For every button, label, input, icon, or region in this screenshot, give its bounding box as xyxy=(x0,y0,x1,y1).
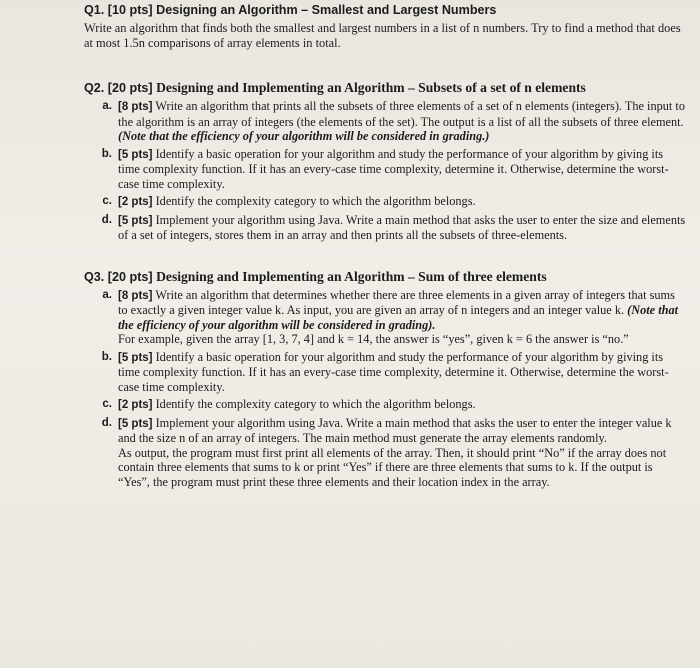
part-letter: d. xyxy=(101,416,112,429)
part-points: [5 pts] xyxy=(118,351,153,364)
part-points: [8 pts] xyxy=(118,101,153,114)
part-points: [5 pts] xyxy=(118,214,153,227)
question-3-title xyxy=(84,269,686,285)
question-2-part-b xyxy=(84,147,686,192)
question-2-part-a xyxy=(84,99,686,144)
part-text: Implement your algorithm using Java. Write a main method that asks the user to enter the size and elements of a set of integers, stores them in an array and then prints all the subsets of three-elements. xyxy=(118,212,686,243)
question-1-body: Write an algorithm that finds both the smallest and largest numbers in a list of n numbers. Try to find a method that does at most 1.5n comparisons of array elements in total. xyxy=(84,21,681,50)
part-points: [8 pts] xyxy=(118,289,153,302)
part-letter: a. xyxy=(102,288,112,301)
question-1 xyxy=(84,2,686,50)
part-text: Identify the complexity category to which the algorithm belongs. xyxy=(155,397,476,412)
part-points: [5 pts] xyxy=(118,417,153,430)
question-3 xyxy=(84,269,686,490)
part-note: (Note that the efficiency of your algorithm will be considered in grading.) xyxy=(118,129,490,144)
part-text: Identify a basic operation for your algorithm and study the performance of your algorithm by giving its time complexity function. If it has an every-case time complexity, determine it. Otherwise, determine the worst-case time complexity. xyxy=(118,349,669,394)
part-output-spec: As output, the program must first print all elements of the array. Then, it should print “No” if the array does not contain three elements that sums to k or print “Yes” if there are three elements that sums to k. If the output is “Yes”, the program must print these three elements and their location index in the array. xyxy=(118,445,667,489)
question-1-heading: Designing an Algorithm – Smallest and Largest Numbers xyxy=(156,3,497,17)
question-2-part-d xyxy=(84,213,686,243)
question-2-heading: Designing and Implementing an Algorithm – Subsets of a set of n elements xyxy=(156,80,586,96)
part-note: (Note that the efficiency of your algorithm will be considered in grading). xyxy=(118,303,679,332)
part-text: Identify the complexity category to which the algorithm belongs. xyxy=(155,194,476,209)
question-3-label: Q3. [20 pts] xyxy=(84,269,153,284)
part-letter: a. xyxy=(102,100,112,113)
question-2-part-c xyxy=(84,194,686,210)
part-points: [2 pts] xyxy=(118,196,153,209)
question-3-parts xyxy=(84,288,686,490)
part-letter: d. xyxy=(101,213,112,226)
question-1-label: Q1. [10 pts] xyxy=(84,3,153,17)
part-text: Write an algorithm that prints all the subsets of three elements of a set of n elements (integers). The input to the algorithm is an array of integers (the elements of the set). The output is a list of all the subsets of three element. xyxy=(118,99,685,129)
question-1-title xyxy=(84,2,686,18)
question-3-part-c xyxy=(84,397,686,413)
question-2-label: Q2. [20 pts] xyxy=(84,81,153,96)
part-letter: b. xyxy=(101,350,112,363)
part-example: For example, given the array [1, 3, 7, 4] and k = 14, the answer is “yes”, given k = 6 the answer is “no.” xyxy=(118,332,629,347)
question-2-title xyxy=(84,80,686,96)
part-letter: c. xyxy=(102,398,112,411)
part-text: Write an algorithm that determines whether there are three elements in a given array of integers that sums to exactly a given integer value k. As input, you are given an array of n integers and an integer value k. xyxy=(118,287,675,318)
part-text: Implement your algorithm using Java. Write a main method that asks the user to enter the integer value k and the size n of an array of integers. The main method must generate the array elements randomly. xyxy=(118,415,672,446)
part-letter: b. xyxy=(101,147,112,160)
part-points: [2 pts] xyxy=(118,399,153,412)
question-3-part-b xyxy=(84,350,686,395)
question-2 xyxy=(84,80,686,243)
part-text: Identify a basic operation for your algorithm and study the performance of your algorithm by giving its time complexity function. If it has an every-case time complexity, determine it. Otherwise, determine the worst-case time complexity. xyxy=(118,146,669,191)
question-3-part-d xyxy=(84,416,686,490)
question-2-parts xyxy=(84,99,686,243)
question-3-heading: Designing and Implementing an Algorithm – Sum of three elements xyxy=(156,268,547,284)
question-3-part-a xyxy=(84,288,686,347)
part-letter: c. xyxy=(102,195,112,208)
part-points: [5 pts] xyxy=(118,148,153,161)
